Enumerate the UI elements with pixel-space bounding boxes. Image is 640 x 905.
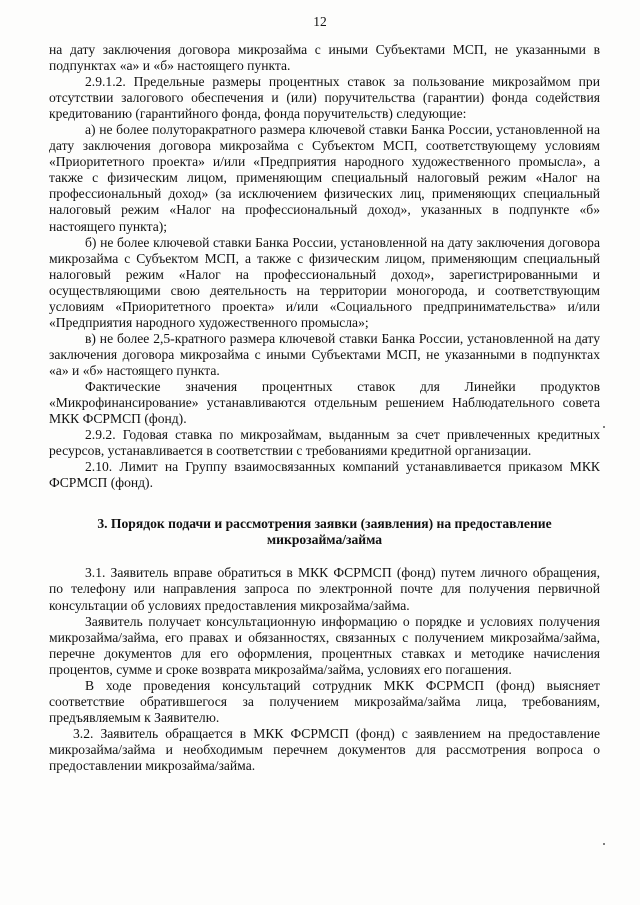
paragraph-3-2: 3.2. Заявитель обращается в МКК ФСРМСП (фонд) с заявлением на предоставление микрозайма/займа и необходимым перечнем документов для рассмотрения вопроса о предоставлении микрозайма/займа. bbox=[49, 725, 600, 773]
paragraph-actual-rates: Фактические значения процентных ставок для Линейки продуктов «Микрофинансирование» устанавливаются отдельным решением Наблюдательного совета МКК ФСРМСП (фонд). bbox=[49, 378, 600, 427]
section-heading: 3. Порядок подачи и рассмотрения заявки (заявления) на предоставление микрозайма/займа bbox=[97, 516, 552, 548]
paragraph-3-1: 3.1. Заявитель вправе обратиться в МКК ФСРМСП (фонд) путем личного обращения, по телефону или направления запроса по электронной почте для получения первичной консультации об условиях предоставления микрозайма/займа. bbox=[49, 565, 600, 613]
paragraph-item-b: б) не более ключевой ставки Банка России, установленной на дату заключения договора микрозайма с Субъектом МСП, а также с физическим лицом, применяющим специальный налоговый режим «Налог на профессиональный доход», зарегистрированными и осуществляющими свою деятельность на территории моногорода, и соответствующим условиям «Приоритетного проекта» и/или «Социального предпринимательства» и/или «Предприятия народного художественного промысла»; bbox=[49, 234, 600, 330]
paragraph-item-v: в) не более 2,5-кратного размера ключевой ставки Банка России, установленной на дату заключения договора микрозайма с иными Субъектами МСП, не указанными в подпунктах «а» и «б» настоящего пункта. bbox=[49, 330, 600, 378]
paragraph-consultation-info: Заявитель получает консультационную информацию о порядке и условиях получения микрозайма/займа, его правах и обязанностях, связанных с получением микрозайма/займа, перечне документов для его оформления, процентных ставках и методике начисления процентов, сумме и сроке возврата микрозайма/займа, условиях его погашения. bbox=[49, 613, 600, 677]
paragraph-2-9-2: 2.9.2. Годовая ставка по микрозаймам, выданным за счет привлеченных кредитных ресурсов, устанавливается в соответствии с требованиями кредитной организации. bbox=[49, 427, 600, 459]
paragraph-continuation: на дату заключения договора микрозайма с иными Субъектами МСП, не указанными в подпунктах «а» и «б» настоящего пункта. bbox=[49, 42, 600, 74]
scan-speck bbox=[603, 843, 605, 845]
section-spacer bbox=[49, 548, 600, 565]
page-number: 12 bbox=[313, 14, 327, 29]
paragraph-item-a: а) не более полуторакратного размера ключевой ставки Банка России, установленной на дату заключения договора микрозайма с Субъектом МСП, соответствующему условиям «Приоритетного проекта» и/или «Предприятия народного художественного промысла», а также с физическим лицом, применяющим специальный налоговый режим «Налог на профессиональный доход» (за исключением физических лиц, применяющих специальный налоговый режим «Налог на профессиональный доход», указанных в подпункте «б» настоящего пункта); bbox=[49, 122, 600, 234]
paragraph-2-10: 2.10. Лимит на Группу взаимосвязанных компаний устанавливается приказом МКК ФСРМСП (фонд). bbox=[49, 459, 600, 491]
section-spacer bbox=[49, 491, 600, 516]
paragraph-consultation-check: В ходе проведения консультаций сотрудник МКК ФСРМСП (фонд) выясняет соответствие обратившегося за получением микрозайма/займа лица, требованиям, предъявляемым к Заявителю. bbox=[49, 677, 600, 725]
paragraph-2-9-1-2: 2.9.1.2. Предельные размеры процентных ставок за пользование микрозаймом при отсутствии залогового обеспечения и (или) поручительства (гарантии) фонда содействия кредитованию (гарантийного фонда, фонда поручительств) следующие: bbox=[49, 74, 600, 122]
scan-speck bbox=[603, 426, 605, 428]
document-body bbox=[49, 42, 600, 774]
